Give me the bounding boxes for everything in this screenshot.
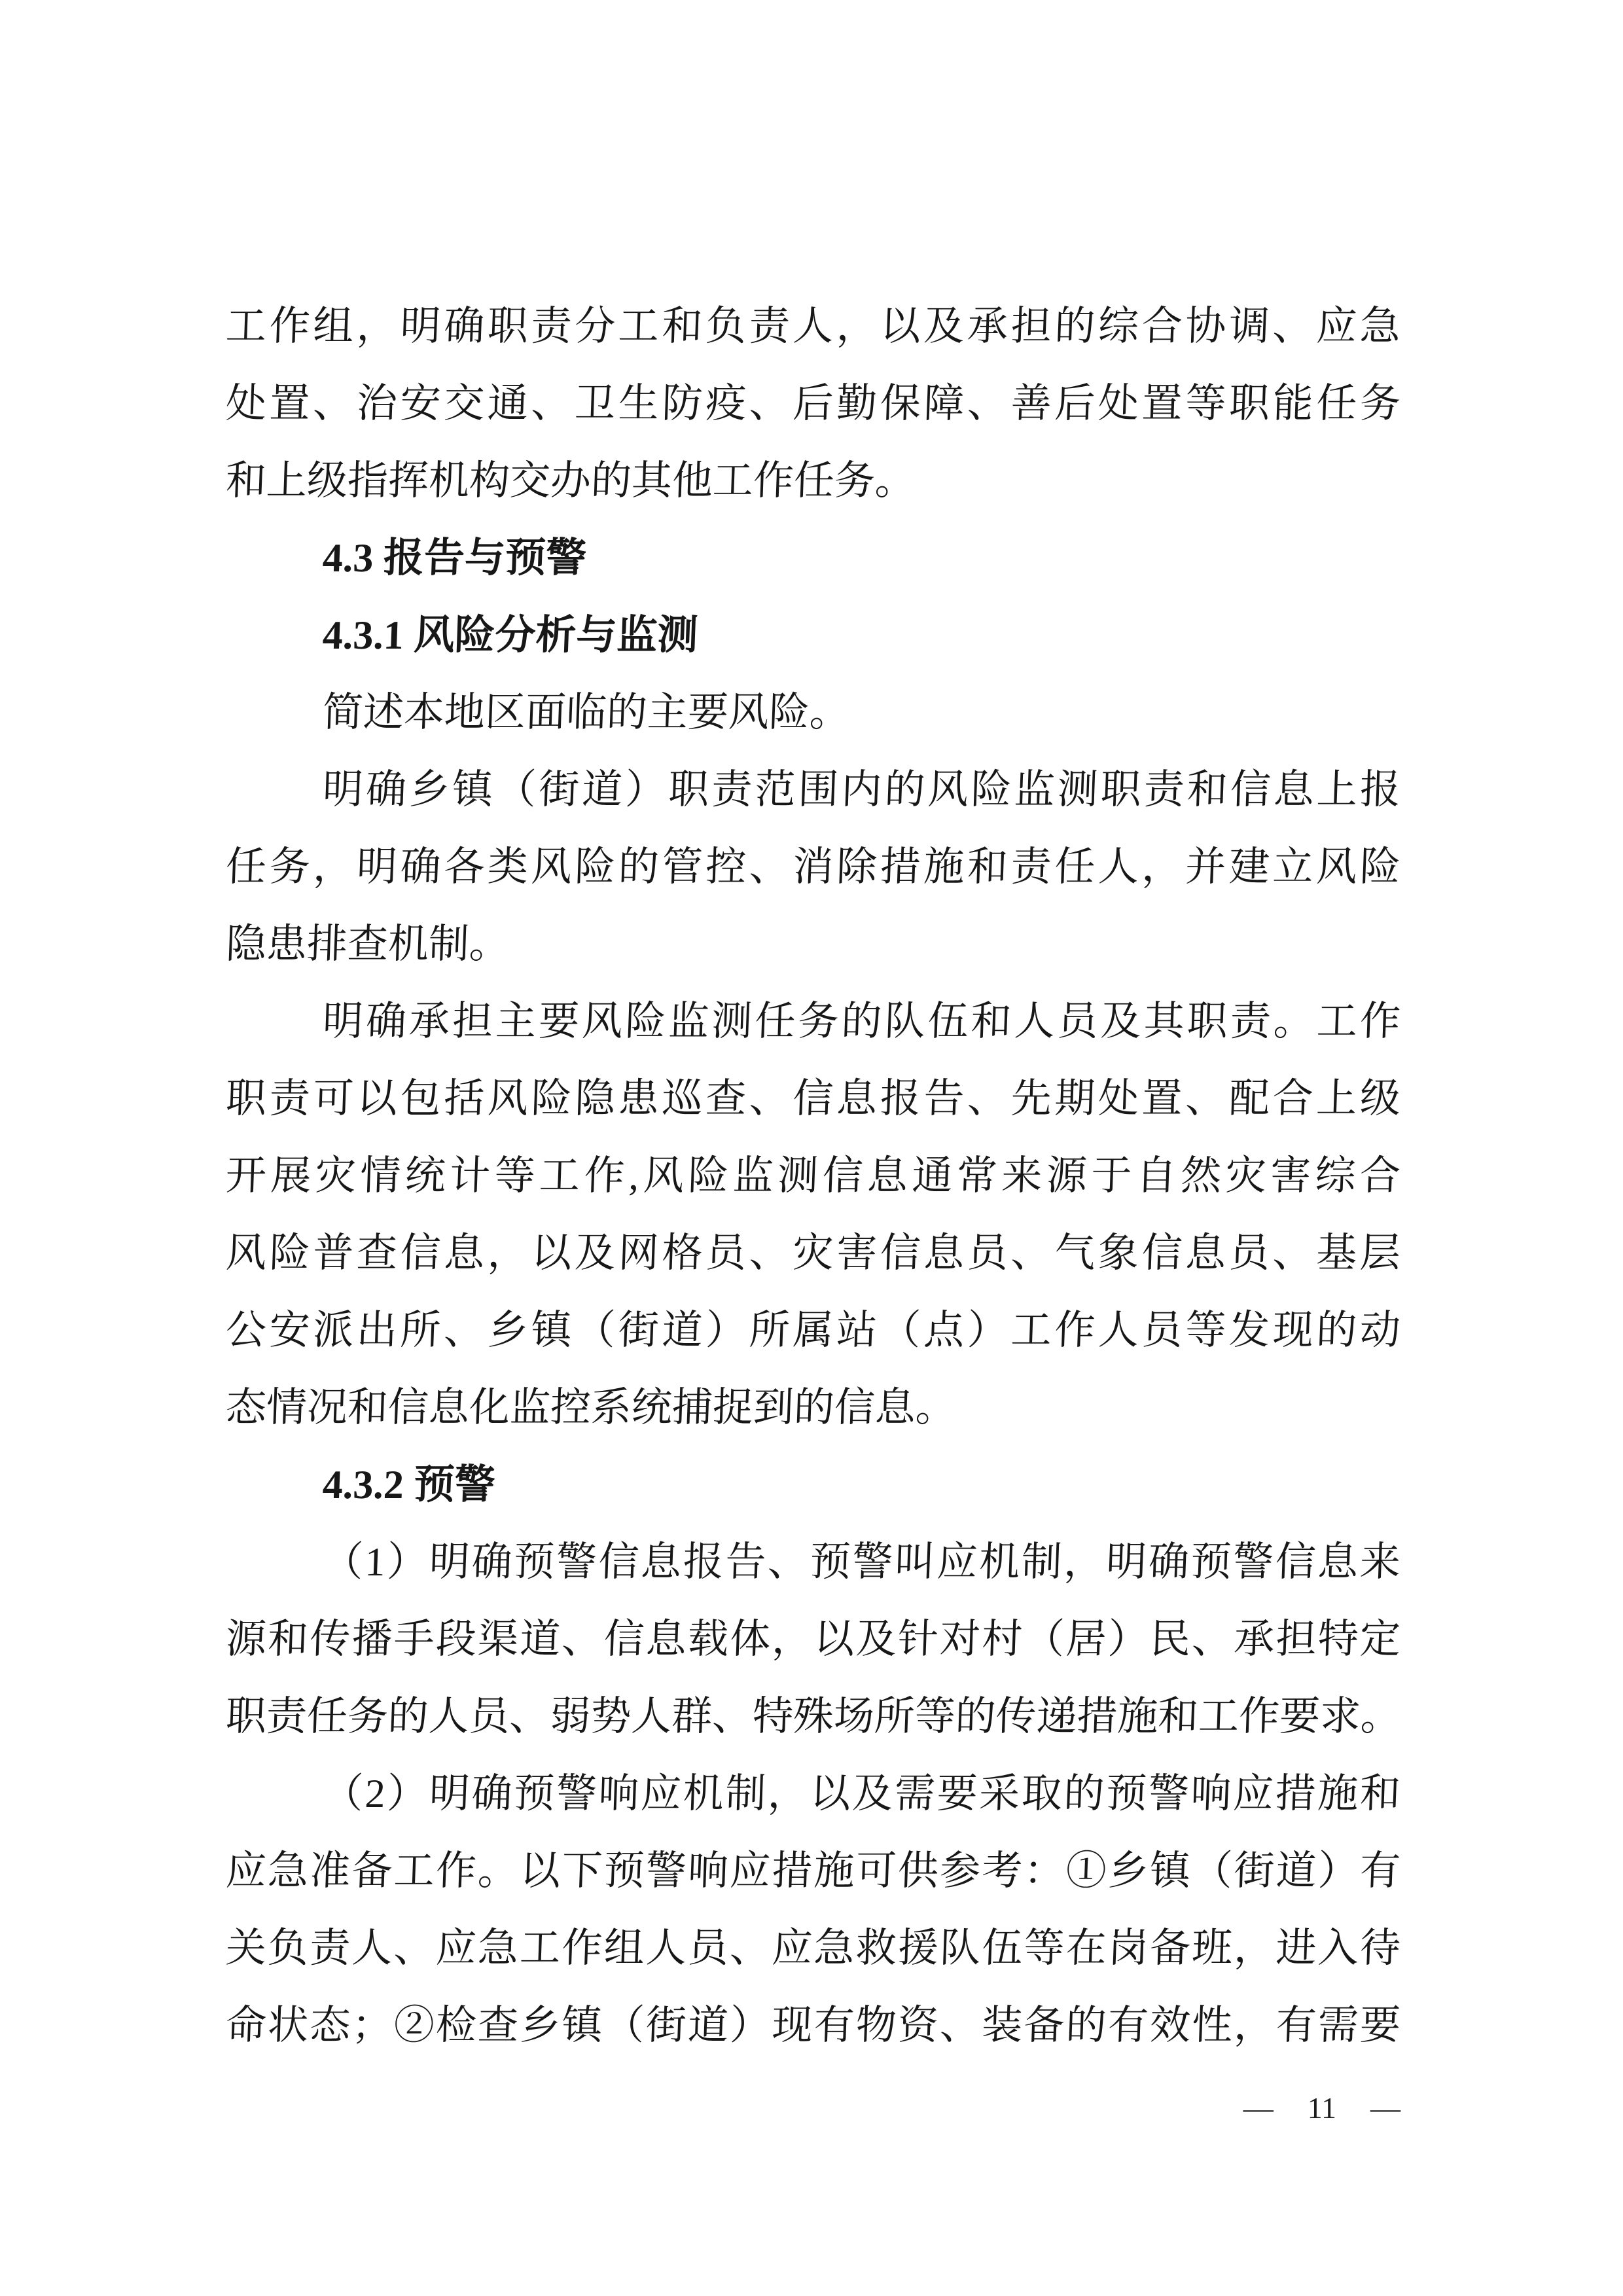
heading-4-3-1 (226, 597, 1400, 674)
page-footer (226, 2085, 1400, 2131)
text-line: 职责任务的人员、弱势人群、特殊场所等的传递措施和工作要求。 (224, 1695, 1402, 1739)
text-line: （1）明确预警信息报告、预警叫应机制，明确预警信息来 (321, 1540, 1402, 1585)
text-line: （2）明确预警响应机制，以及需要采取的预警响应措施和 (321, 1772, 1402, 1816)
text-line: 关负责人、应急工作组人员、应急救援队伍等在岗备班，进入待 (224, 1926, 1402, 1971)
paragraph-warning-info (226, 1524, 1400, 1755)
text-line: 和上级指挥机构交办的其他工作任务。 (224, 459, 917, 503)
footer-dash-right: — (1370, 2091, 1400, 2125)
text-line: 公安派出所、乡镇（街道）所属站（点）工作人员等发现的动 (224, 1308, 1402, 1353)
text-line: 简述本地区面临的主要风险。 (321, 691, 851, 735)
paragraph-monitoring-teams (226, 983, 1400, 1446)
text-line: 明确承担主要风险监测任务的队伍和人员及其职责。工作 (321, 999, 1402, 1044)
footer-dash-left: — (1243, 2091, 1274, 2125)
heading-4-3 (226, 520, 1400, 597)
paragraph-risk-summary (226, 674, 1400, 751)
text-line: 任务，明确各类风险的管控、消除措施和责任人，并建立风险 (224, 845, 1402, 889)
section-heading: 4.3.2 预警 (321, 1463, 496, 1507)
text-line: 职责可以包括风险隐患巡查、信息报告、先期处置、配合上级 (224, 1077, 1402, 1121)
text-line: 态情况和信息化监控系统捕捉到的信息。 (224, 1386, 957, 1430)
heading-4-3-2 (226, 1446, 1400, 1524)
text-line: 风险普查信息，以及网格员、灾害信息员、气象信息员、基层 (224, 1231, 1402, 1276)
paragraph-continued (226, 288, 1400, 520)
text-line: 工作组，明确职责分工和负责人，以及承担的综合协调、应急 (224, 304, 1402, 349)
section-heading: 4.3 报告与预警 (321, 536, 588, 581)
page-number: 11 (1307, 2091, 1336, 2125)
text-line: 命状态；②检查乡镇（街道）现有物资、装备的有效性，有需要 (224, 2003, 1402, 2048)
document-body (226, 288, 1400, 2064)
paragraph-warning-response (226, 1755, 1400, 2064)
text-line: 隐患排查机制。 (224, 922, 511, 967)
section-heading: 4.3.1 风险分析与监测 (321, 613, 699, 658)
paragraph-monitoring-duties (226, 751, 1400, 983)
text-line: 应急准备工作。以下预警响应措施可供参考：①乡镇（街道）有 (224, 1849, 1402, 1893)
text-line: 处置、治安交通、卫生防疫、后勤保障、善后处置等职能任务 (224, 382, 1402, 426)
text-line: 源和传播手段渠道、信息载体，以及针对村（居）民、承担特定 (224, 1617, 1402, 1662)
text-line: 开展灾情统计等工作,风险监测信息通常来源于自然灾害综合 (224, 1154, 1402, 1198)
text-line: 明确乡镇（街道）职责范围内的风险监测职责和信息上报 (321, 768, 1402, 812)
